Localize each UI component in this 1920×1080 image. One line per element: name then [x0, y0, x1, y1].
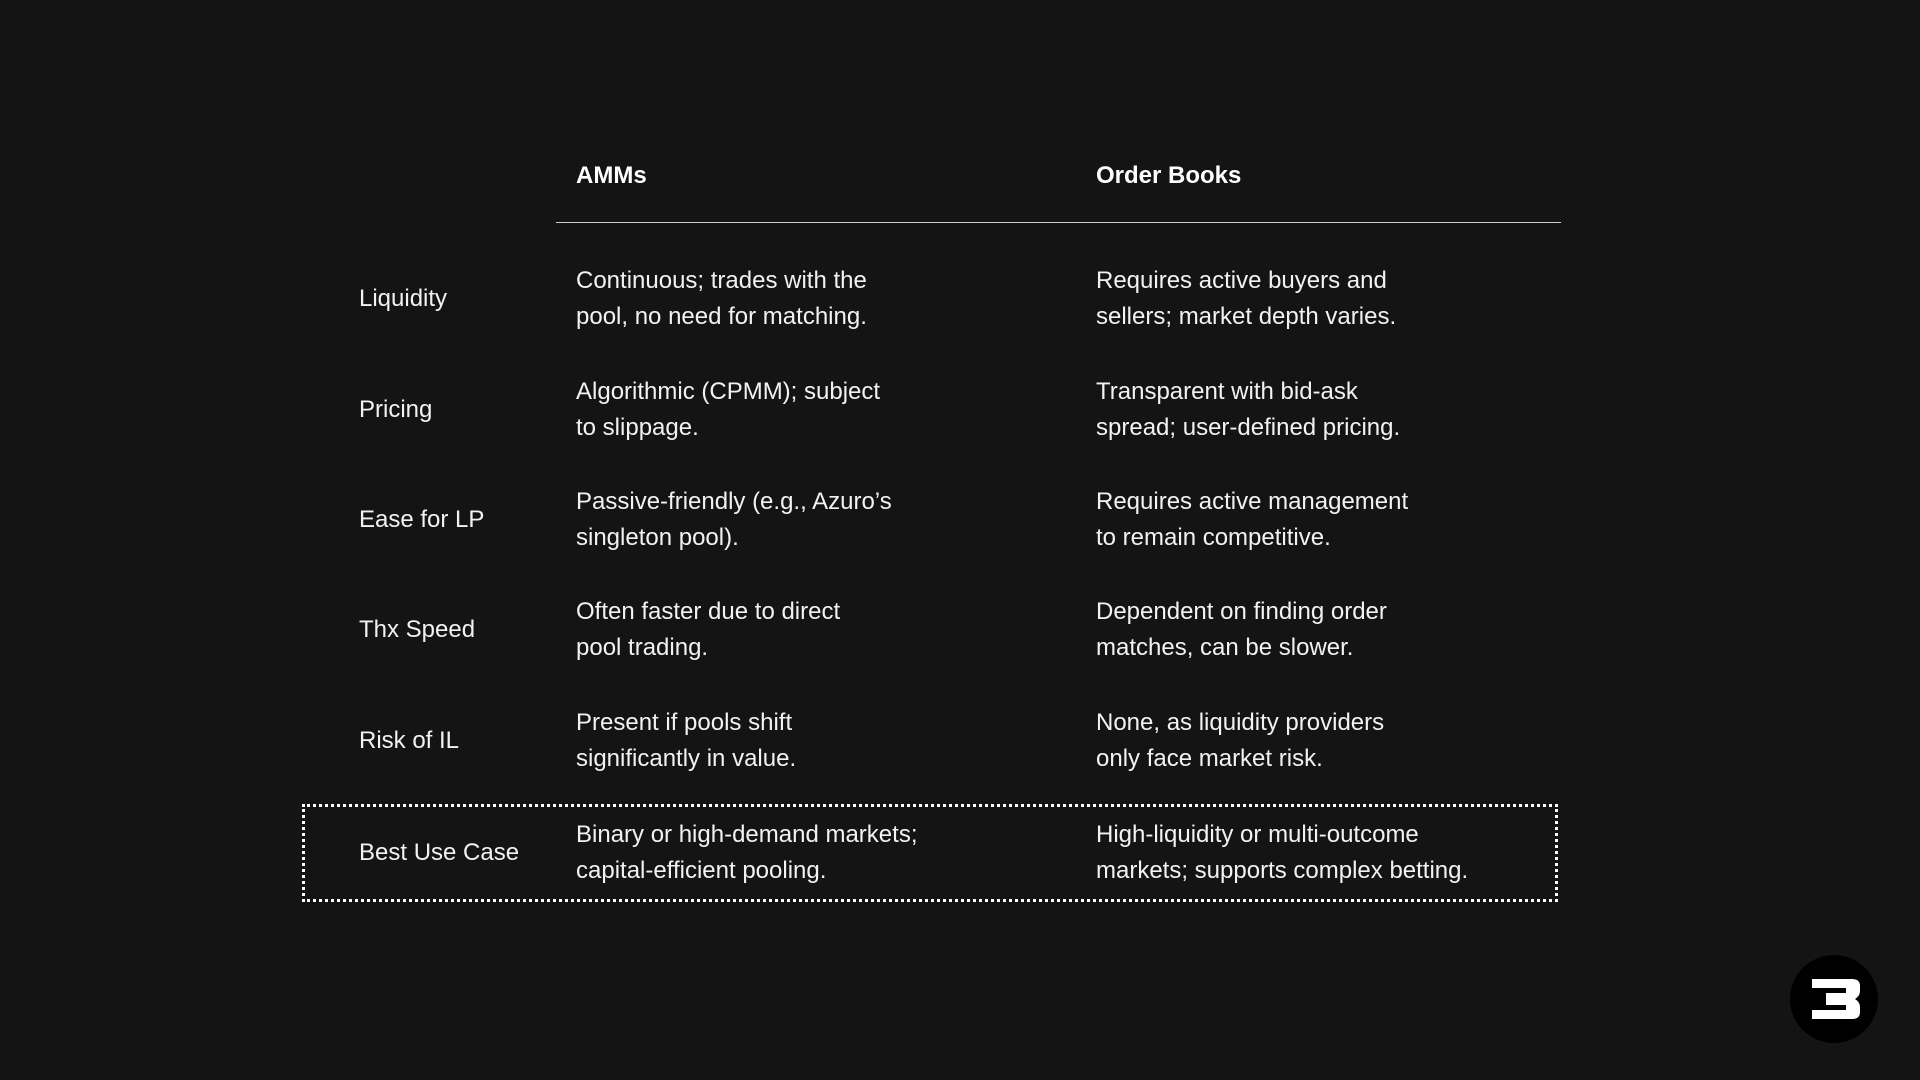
row-label: Thx Speed [359, 616, 476, 643]
order-books-cell: Dependent on finding order matches, can be slower. [1096, 598, 1387, 661]
table-row-pricing [0, 355, 1920, 465]
order-books-cell: Transparent with bid-ask spread; user-defined pricing. [1096, 378, 1401, 441]
amm-cell: Continuous; trades with the pool, no need for matching. [576, 267, 867, 330]
amm-cell: Algorithmic (CPMM); subject to slippage. [576, 378, 881, 441]
table-row-risk-of-il [0, 686, 1920, 796]
row-label: Liquidity [359, 285, 448, 312]
best-use-case-highlight-box [302, 804, 1558, 902]
table-row-ease-for-lp [0, 465, 1920, 575]
table-row-thx-speed [0, 575, 1920, 685]
brand-3-logo-icon [1790, 955, 1878, 1043]
row-label: Risk of IL [359, 727, 460, 754]
column-header-amms: AMMs [576, 162, 647, 189]
row-label: Best Use Case [359, 839, 520, 866]
row-label: Pricing [359, 396, 433, 423]
amm-cell: Binary or high-demand markets; capital-efficient pooling. [576, 821, 918, 884]
order-books-cell: None, as liquidity providers only face market risk. [1096, 709, 1385, 772]
amm-cell: Often faster due to direct pool trading. [576, 598, 841, 661]
column-header-order-books: Order Books [1096, 162, 1242, 189]
order-books-cell: Requires active buyers and sellers; market depth varies. [1096, 267, 1397, 330]
table-row-liquidity [0, 244, 1920, 354]
row-label: Ease for LP [359, 506, 485, 533]
amm-cell: Passive-friendly (e.g., Azuro’s singleton pool). [576, 488, 892, 551]
amm-cell: Present if pools shift significantly in value. [576, 709, 797, 772]
order-books-cell: High-liquidity or multi-outcome markets; supports complex betting. [1096, 821, 1469, 884]
order-books-cell: Requires active management to remain competitive. [1096, 488, 1409, 551]
